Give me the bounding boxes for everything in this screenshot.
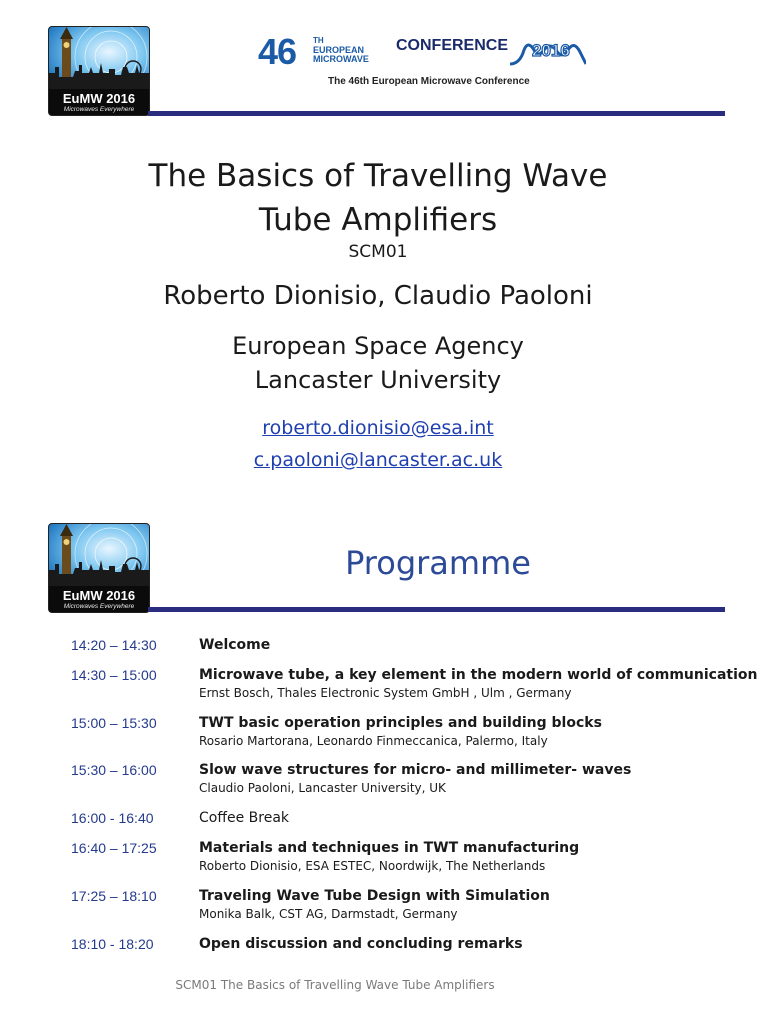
programme-title: Microwave tube, a key element in the modern world of communication (199, 667, 758, 683)
brand-number: 46 (258, 31, 297, 72)
course-authors: Roberto Dionisio, Claudio Paoloni (163, 281, 593, 311)
brand-line1: EUROPEAN (313, 44, 365, 55)
course-title-line1: The Basics of Travelling Wave (148, 158, 608, 194)
programme-title: Welcome (199, 637, 271, 653)
programme-speaker: Claudio Paoloni, Lancaster University, UK (199, 781, 446, 795)
email-link-paoloni[interactable]: c.paoloni@lancaster.ac.uk (253, 449, 503, 471)
programme-time: 18:10 - 18:20 (71, 936, 154, 952)
programme-speaker: Rosario Martorana, Leonardo Finmeccanica, Palermo, Italy (199, 734, 548, 748)
eumw-logo (48, 26, 150, 116)
programme-time: 15:30 – 16:00 (71, 762, 157, 778)
london-skyline-icon (49, 27, 149, 89)
programme-time: 14:20 – 14:30 (71, 637, 157, 653)
brand-conference: CONFERENCE (396, 37, 509, 54)
programme-speaker: Ernst Bosch, Thales Electronic System GmbH , Ulm , Germany (199, 686, 572, 700)
affiliation-esa: European Space Agency (232, 332, 524, 360)
programme-time: 14:30 – 15:00 (71, 667, 157, 683)
programme-title: Traveling Wave Tube Design with Simulation (199, 888, 550, 904)
course-title-line2: Tube Amplifiers (258, 202, 498, 238)
programme-title: TWT basic operation principles and building blocks (199, 715, 602, 731)
programme-title: Materials and techniques in TWT manufacturing (199, 840, 580, 856)
header-rule (148, 111, 725, 116)
logo-title: EuMW 2016 (62, 588, 136, 603)
logo-title: EuMW 2016 (62, 91, 136, 106)
brand-line2: MICROWAVE (313, 54, 369, 64)
brand-year: 2016 (532, 41, 570, 60)
conference-brand (258, 32, 588, 92)
email-link-dionisio[interactable]: roberto.dionisio@esa.int (262, 417, 494, 439)
page-footer: SCM01 The Basics of Travelling Wave Tube Amplifiers (175, 978, 495, 992)
programme-title: Open discussion and concluding remarks (199, 936, 523, 952)
programme-speaker: Roberto Dionisio, ESA ESTEC, Noordwijk, The Netherlands (199, 859, 546, 873)
programme-time: 16:00 - 16:40 (71, 810, 154, 826)
course-code: SCM01 (348, 242, 408, 262)
logo-tagline: Microwaves Everywhere (63, 106, 135, 113)
programme-title: Coffee Break (199, 810, 290, 826)
programme-time: 15:00 – 15:30 (71, 715, 157, 731)
affiliation-lancaster: Lancaster University (254, 366, 502, 394)
programme-time: 16:40 – 17:25 (71, 840, 157, 856)
programme-rule (148, 607, 725, 612)
programme-heading: Programme (345, 544, 531, 582)
programme-speaker: Monika Balk, CST AG, Darmstadt, Germany (199, 907, 458, 921)
brand-eu-mw (313, 36, 369, 65)
brand-subtitle: The 46th European Microwave Conference (328, 76, 530, 87)
programme-title: Slow wave structures for micro- and millimeter- waves (199, 762, 632, 778)
programme-time: 17:25 – 18:10 (71, 888, 157, 904)
brand-th: TH (313, 36, 324, 45)
logo-tagline: Microwaves Everywhere (63, 603, 135, 610)
